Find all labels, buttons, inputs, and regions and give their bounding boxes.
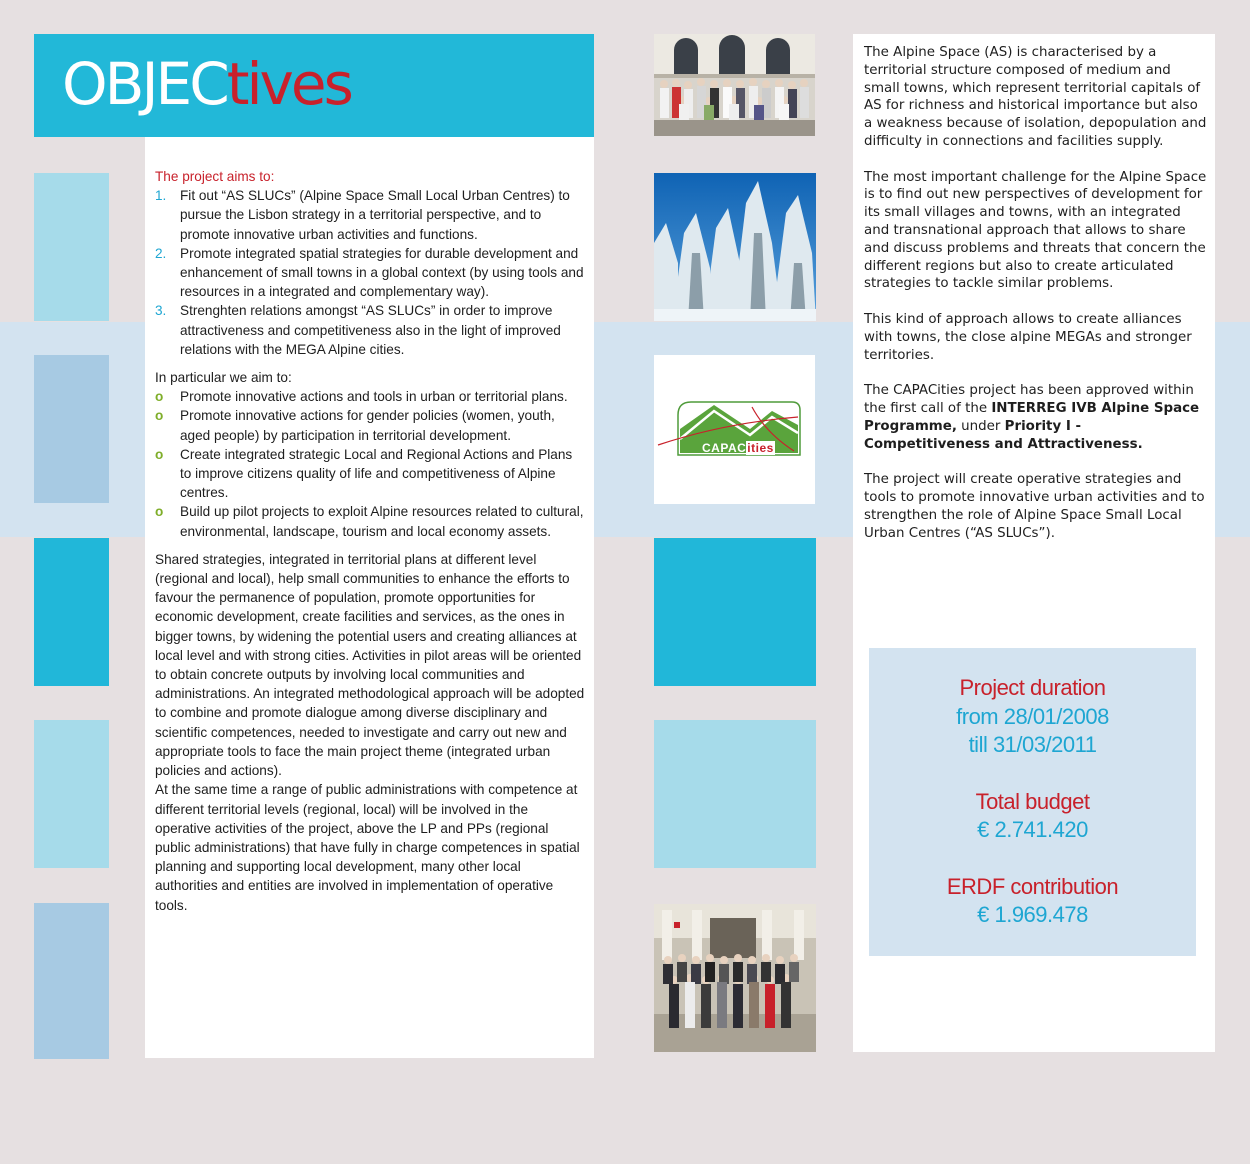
decorative-square: [654, 538, 816, 686]
context-paragraph: The most important challenge for the Alpine Space is to find out new perspectives of development for its small villages and towns, with an integrated and transnational approach that allows to share and discuss problems and threats that concern the different regions but also to create articulated strategies to tackle similar problems.: [864, 169, 1207, 292]
body-paragraph: At the same time a range of public administrations with competence at different territorial levels (regional, local) will be involved in the operative activities of the project, above the LP and PPs (regional public administrations) that have fully in charge competences in spatial planning and supporting local development, many other local authorities and entities are involved in implementation of operative tools.: [155, 782, 580, 913]
decorative-square: [34, 903, 109, 1059]
title-banner: [34, 34, 594, 137]
group-photo: [654, 34, 815, 136]
list-item: 3. Strenghten relations amongst “AS SLUCs” in order to improve attractiveness and competitiveness also in the light of improved relations with the MEGA Alpine cities.: [155, 303, 561, 357]
decorative-square: [34, 173, 109, 321]
decorative-square: [34, 355, 109, 503]
duration-till: till 31/03/2011: [968, 732, 1097, 757]
project-info-box: [869, 648, 1196, 956]
particular-heading: In particular we aim to:: [155, 370, 292, 386]
duration-from: from 28/01/2008: [956, 703, 1109, 729]
duration-label: Project duration: [959, 675, 1106, 700]
decorative-square: [654, 720, 816, 868]
snowy-forest-photo: [654, 173, 816, 321]
aims-list: [155, 186, 585, 359]
body-paragraph: Shared strategies, integrated in territorial plans at different level (regional and local), help small communities to enhance the efforts to favour the permanence of population, promote opportunities for economic development, create facilities and services, as the ones in bigger towns, by widening the potential users and creating alliances at local level and with strong cities. Activities in pilot areas will be oriented to obtain concrete outputs by involving local communities and administrations. An integrated methodological approach will be adopted to combine and promote dialogue among diverse disciplinary and scientific competences, needed to investigate and carry out new and appropriate tools to face the main project theme (integrated urban policies and actions).: [155, 551, 585, 779]
list-item: o Promote innovative actions and tools in urban or territorial plans.: [155, 389, 568, 405]
list-item: 1. Fit out “AS SLUCs” (Alpine Space Small Local Urban Centres) to pursue the Lisbon strategy in a territorial perspective, and to promote innovative urban activities and functions.: [155, 188, 570, 242]
list-item: o Promote innovative actions for gender policies (women, youth, aged people) by participation in territorial development.: [155, 408, 555, 443]
aims-heading: The project aims to:: [155, 169, 275, 184]
decorative-square: [34, 720, 109, 868]
context-paragraph: The project will create operative strategies and tools to promote innovative urban activities and to strengthen the role of Alpine Space Small Local Urban Centres (“AS SLUCs”).: [864, 472, 1205, 541]
particular-list: [155, 387, 585, 541]
decorative-square: [34, 538, 109, 686]
context-paragraph: This kind of approach allows to create alliances with towns, the close alpine MEGAs and stronger territories.: [864, 311, 1192, 363]
group-photo-steps: [654, 904, 816, 1052]
capacities-logo: [654, 355, 815, 504]
page-title: OBJECtives: [62, 50, 351, 118]
budget-value: € 2.741.420: [977, 817, 1088, 842]
context-paragraph: The CAPACities project has been approved within the first call of the INTERREG IVB Alpine Space Programme, under Priority I - Competitiveness and Attractiveness.: [864, 383, 1200, 452]
objectives-panel: [145, 137, 594, 1058]
list-item: o Create integrated strategic Local and Regional Actions and Plans to improve citizens quality of life and competitiveness of Alpine centres.: [155, 446, 573, 501]
erdf-label: ERDF contribution: [946, 873, 1119, 899]
logo-text: CAPACities: [702, 441, 774, 455]
erdf-value: € 1.969.478: [977, 902, 1088, 927]
context-paragraph: The Alpine Space (AS) is characterised by a territorial structure composed of medium and small towns, which represent territorial capitals of AS for richness and historical importance but also a weakness because of isolation, depopulation and difficulty in connections and facilities supply.: [864, 45, 1207, 149]
list-item: o Build up pilot projects to exploit Alpine resources related to cultural, environmental, landscape, tourism and local economy assets.: [155, 504, 584, 539]
list-item: 2. Promote integrated spatial strategies for durable development and enhancement of small towns in a global context (by using tools and resources in a integrated and complementary way).: [155, 245, 584, 300]
budget-label: Total budget: [975, 788, 1090, 814]
